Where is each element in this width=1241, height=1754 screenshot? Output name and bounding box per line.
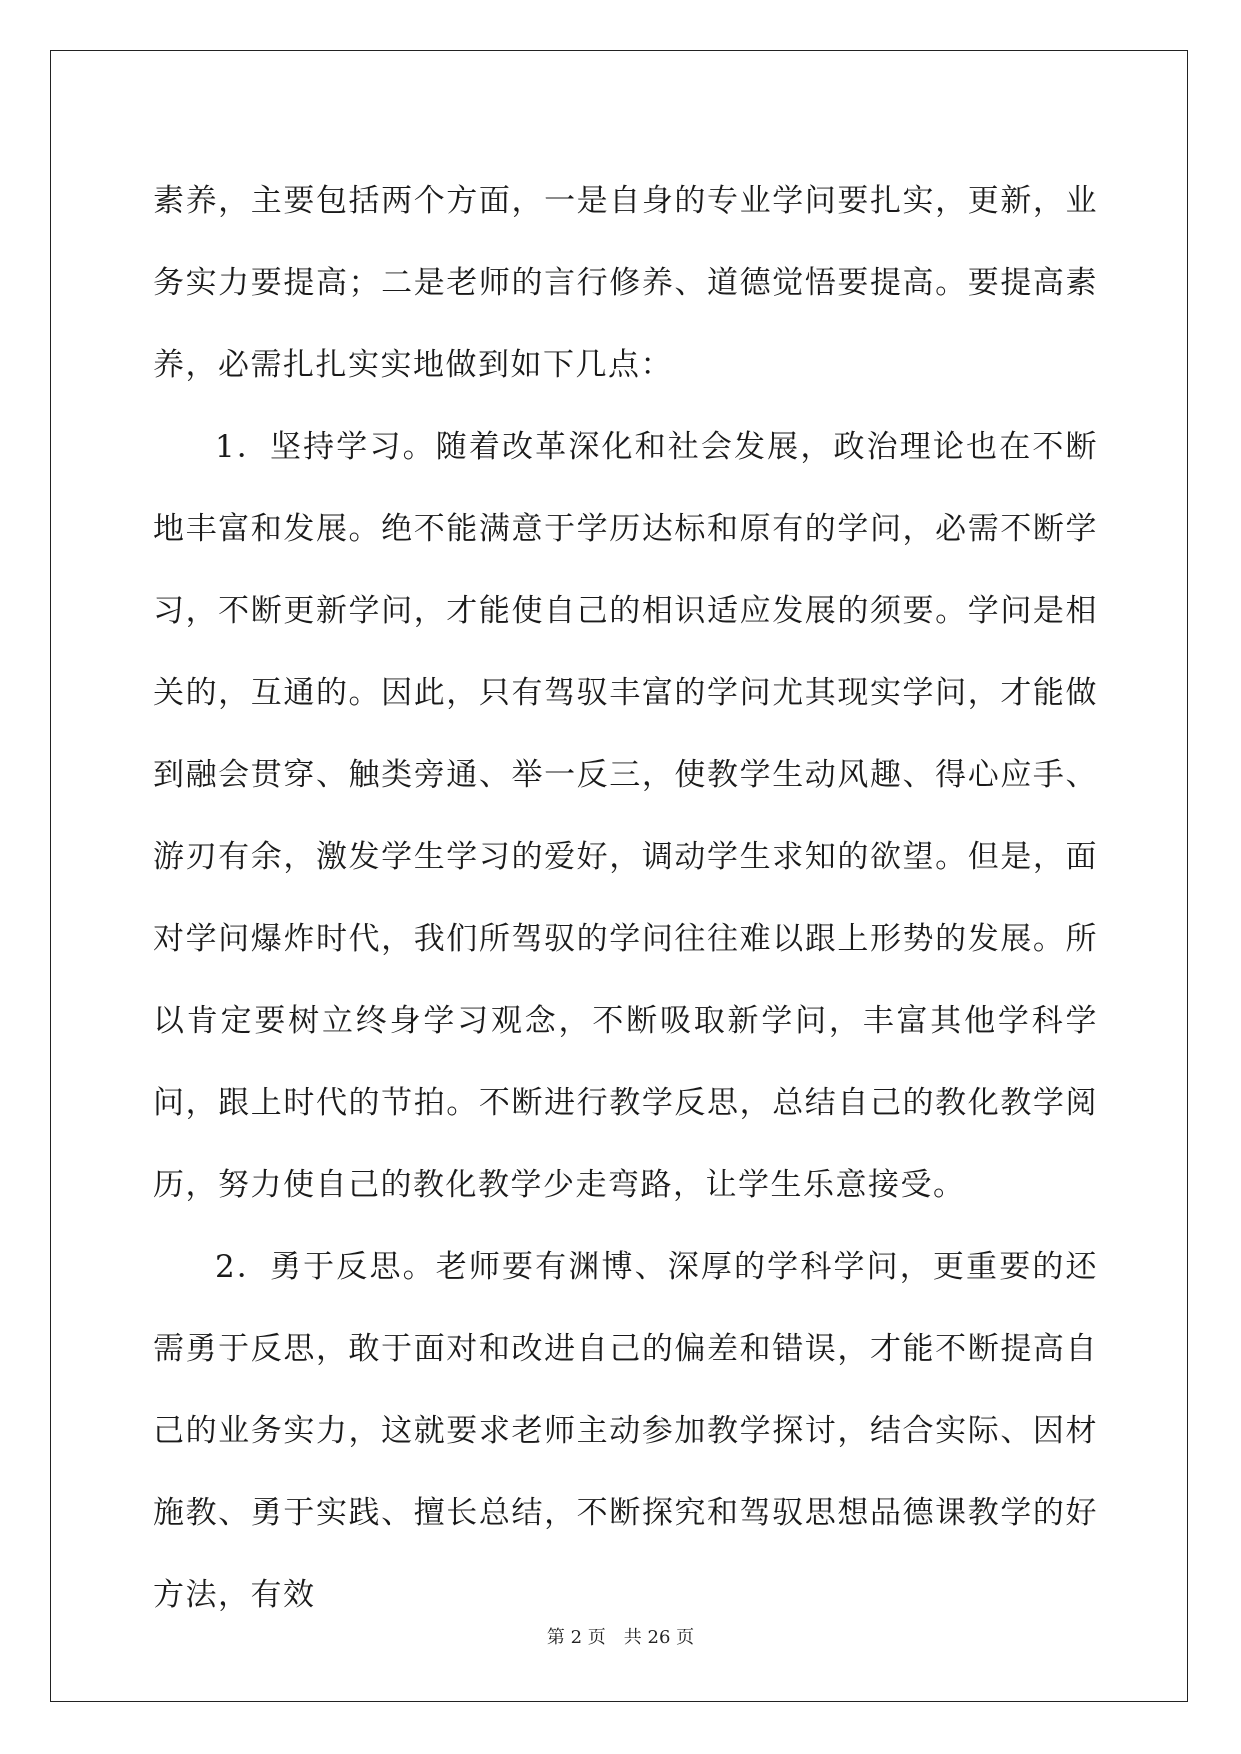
paragraph-2: 1．坚持学习。随着改革深化和社会发展，政治理论也在不断地丰富和发展。绝不能满意于学历达标和原有的学问，必需不断学习，不断更新学问，才能使自己的相识适应发展的须要。学问是相关的，互通的。因此，只有驾驭丰富的学问尤其现实学问，才能做到融会贯穿、触类旁通、举一反三，使教学生动风趣、得心应手、游刃有余，激发学生学习的爱好，调动学生求知的欲望。但是，面对学问爆炸时代，我们所驾驭的学问往往难以跟上形势的发展。所以肯定要树立终身学习观念，不断吸取新学问，丰富其他学科学问，跟上时代的节拍。不断进行教学反思，总结自己的教化教学阅历，努力使自己的教化教学少走弯路，让学生乐意接受。 <box>153 429 1098 1203</box>
paragraph-1: 素养，主要包括两个方面，一是自身的专业学问要扎实，更新，业务实力要提高；二是老师的言行修养、道德觉悟要提高。要提高素养，必需扎扎实实地做到如下几点： <box>153 183 1098 383</box>
paragraph-3: 2．勇于反思。老师要有渊博、深厚的学科学问，更重要的还需勇于反思，敢于面对和改进自己的偏差和错误，才能不断提高自己的业务实力，这就要求老师主动参加教学探讨，结合实际、因材施教、勇于实践、擅长总结，不断探究和驾驭思想品德课教学的好方法，有效 <box>153 1249 1098 1613</box>
page-number-footer: 第 2 页 共 26 页 <box>546 1627 695 1648</box>
document-body <box>153 160 1098 1636</box>
